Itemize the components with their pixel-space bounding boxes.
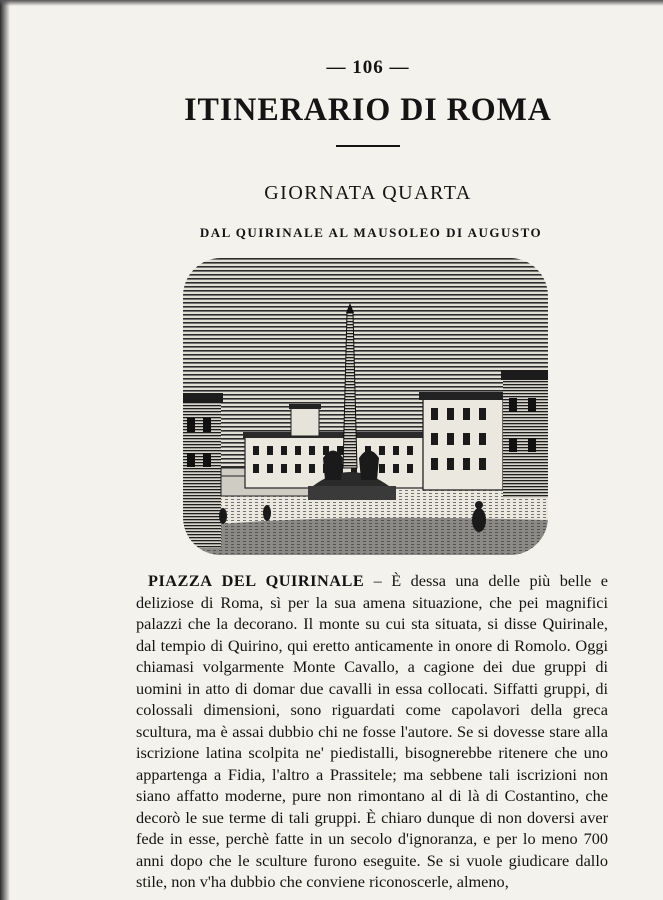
page-edge-shadow <box>0 0 10 900</box>
article-lead: PIAZZA DEL QUIRINALE <box>148 571 365 590</box>
page-top-shadow <box>0 0 663 6</box>
page-number: — 106 — <box>326 57 410 78</box>
route-heading: DAL QUIRINALE AL MAUSOLEO DI AUGUSTO <box>199 225 543 240</box>
article-body <box>136 570 608 893</box>
article-separator: – <box>364 571 392 590</box>
page-title: ITINERARIO DI ROMA <box>184 92 552 128</box>
title-divider <box>336 145 400 147</box>
article-text: È dessa una delle più belle e deliziose di Roma, sì per la sua amena situazione, che pei magnifici palazzi che la decorano. Il monte su cui sta situata, si disse Quirinale, dal tempio di Quirino, qui eretto anticamente in onore di Romolo. Oggi chiamasi volgarmente Monte Cavallo, a cagione dei due gruppi di uomini in atto di domar due cavalli in essa collocati. Siffatti gruppi, di colossali dimensioni, sono riguardati come capolavori della greca scultura, ma è assai dubbio chi ne fosse l'autore. Se si dovesse stare alla iscrizione latina scolpita ne' piedistalli, bisognerebbe ritenere che uno appartenga a Fidia, l'altro a Prassitele; ma sebbene tali iscrizioni non siano affatto moderne, pure non rimontano al di là di Costantino, che decorò le sue terme di tali gruppi. È chiaro dunque di non doversi aver fede in esse, perchè fatte in un secolo d'ignoranza, e per lo meno 700 anni dopo che le sculture furono eseguite. Se si vuole giudicare dallo stile, non v'ha dubbio che conviene riconoscerle, almeno, <box>136 571 609 891</box>
section-heading: GIORNATA QUARTA <box>264 182 472 204</box>
piazza-engraving-illustration <box>183 258 548 555</box>
article-paragraph <box>136 570 608 893</box>
